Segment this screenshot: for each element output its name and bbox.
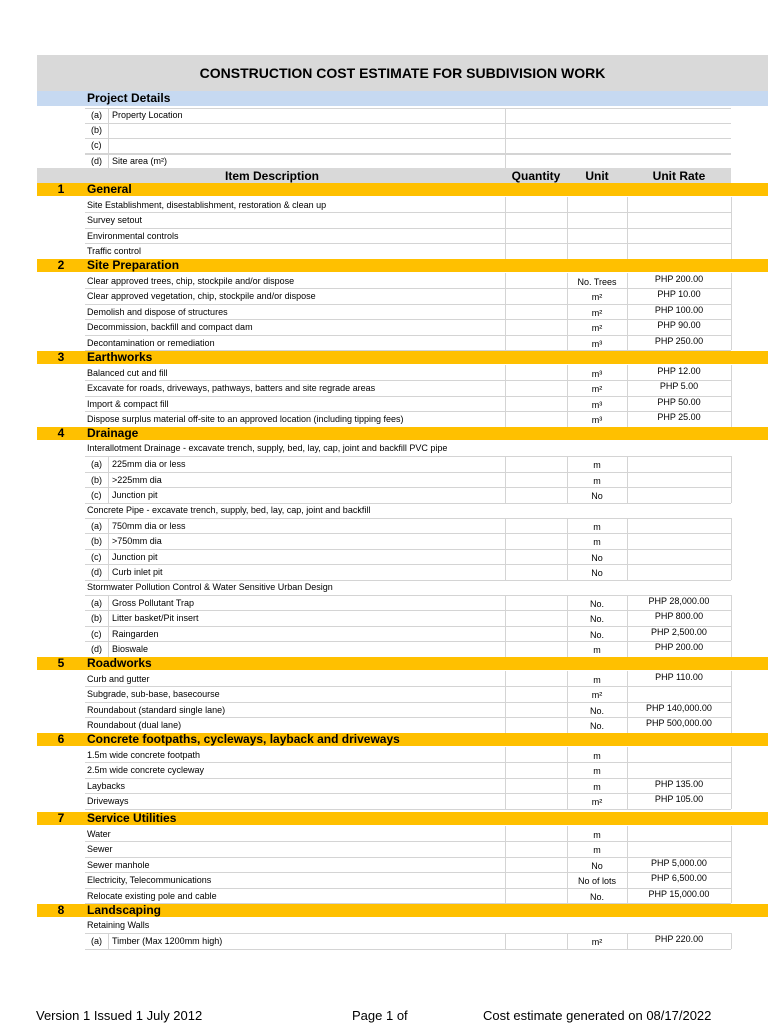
item-description: Environmental controls xyxy=(87,230,179,241)
item-unit: No. xyxy=(589,705,604,716)
item-description: Subgrade, sub-base, basecourse xyxy=(87,689,220,700)
section-title: Landscaping xyxy=(87,904,162,917)
column-divider xyxy=(731,456,732,471)
section-title: Earthworks xyxy=(87,351,153,364)
column-divider xyxy=(627,778,628,793)
column-divider xyxy=(108,138,109,153)
column-divider xyxy=(627,564,628,579)
item-unit-rate: PHP 10.00 xyxy=(657,289,701,300)
column-divider xyxy=(627,933,628,948)
column-divider xyxy=(731,197,732,212)
row-divider xyxy=(85,549,731,550)
item-unit-rate: PHP 2,500.00 xyxy=(651,626,707,637)
item-unit-rate: PHP 200.00 xyxy=(654,274,704,284)
column-divider xyxy=(627,826,628,841)
column-divider xyxy=(731,826,732,841)
item-description: Excavate for roads, driveways, pathways, batters and site regrade areas xyxy=(87,383,376,394)
item-description: 750mm dia or less xyxy=(112,521,186,531)
column-divider xyxy=(505,212,506,227)
column-divider xyxy=(505,702,506,717)
column-divider xyxy=(108,154,109,169)
item-unit-rate: PHP 220.00 xyxy=(654,934,704,945)
item-unit-rate: PHP 5,000.00 xyxy=(651,857,707,868)
column-divider xyxy=(108,518,109,533)
column-divider xyxy=(731,533,732,548)
column-divider xyxy=(627,319,628,334)
column-divider xyxy=(505,304,506,319)
column-divider xyxy=(108,472,109,487)
column-divider xyxy=(567,212,568,227)
column-divider xyxy=(627,411,628,426)
item-unit: m³ xyxy=(591,399,603,410)
column-divider xyxy=(505,610,506,625)
item-unit-rate: PHP 100.00 xyxy=(654,304,704,315)
item-unit: m² xyxy=(591,307,603,318)
column-divider xyxy=(567,228,568,243)
item-unit-rate: PHP 105.00 xyxy=(654,794,704,805)
column-divider xyxy=(627,243,628,258)
column-divider xyxy=(567,197,568,212)
item-description: 1.5m wide concrete footpath xyxy=(87,750,201,760)
column-divider xyxy=(731,933,732,948)
column-divider xyxy=(731,365,732,380)
column-divider xyxy=(731,335,732,350)
column-divider xyxy=(505,778,506,793)
column-divider xyxy=(505,396,506,411)
column-divider xyxy=(108,564,109,579)
column-divider xyxy=(627,197,628,212)
item-unit-rate: PHP 25.00 xyxy=(657,412,701,423)
column-header-unit-rate: Unit Rate xyxy=(652,169,706,183)
item-description: Raingarden xyxy=(112,628,159,639)
column-divider xyxy=(627,857,628,872)
column-divider xyxy=(505,533,506,548)
column-divider xyxy=(505,365,506,380)
row-divider xyxy=(85,123,731,124)
item-unit-rate: PHP 50.00 xyxy=(657,396,701,407)
group-heading: Retaining Walls xyxy=(87,920,150,930)
row-divider xyxy=(85,762,731,763)
column-divider xyxy=(627,472,628,487)
column-divider xyxy=(627,518,628,533)
item-description: Decommission, backfill and compact dam xyxy=(87,322,253,333)
column-header-description: Item Description xyxy=(224,169,320,183)
item-unit: m xyxy=(593,522,601,532)
column-header-quantity: Quantity xyxy=(511,169,561,183)
section-number: 1 xyxy=(57,183,65,196)
row-divider xyxy=(85,138,731,139)
column-divider xyxy=(731,841,732,856)
item-unit: m xyxy=(593,645,601,656)
column-divider xyxy=(505,108,506,123)
item-description: Bioswale xyxy=(112,644,149,655)
column-divider xyxy=(731,472,732,487)
column-divider xyxy=(731,747,732,762)
row-divider xyxy=(85,154,731,155)
item-description: Roundabout (standard single lane) xyxy=(87,704,226,715)
item-letter: (a) xyxy=(91,521,102,531)
column-divider xyxy=(627,686,628,701)
item-letter: (d) xyxy=(91,567,102,578)
item-unit-rate: PHP 90.00 xyxy=(657,320,701,331)
item-unit: m xyxy=(593,845,601,856)
page-title: CONSTRUCTION COST ESTIMATE FOR SUBDIVISION WORK xyxy=(199,65,606,81)
item-unit: No. xyxy=(589,629,604,640)
item-unit-rate: PHP 5.00 xyxy=(659,381,699,392)
item-description: Curb and gutter xyxy=(87,674,150,684)
column-divider xyxy=(627,671,628,686)
column-divider xyxy=(505,857,506,872)
section-number: 7 xyxy=(57,812,65,825)
section-title: General xyxy=(87,183,132,196)
column-divider xyxy=(627,273,628,288)
item-unit: m³ xyxy=(591,415,603,426)
group-heading: Stormwater Pollution Control & Water Sensitive Urban Design xyxy=(87,581,333,592)
section-title: Drainage xyxy=(87,427,139,440)
row-divider xyxy=(85,487,731,488)
item-description: Litter basket/Pit insert xyxy=(112,613,199,624)
column-divider xyxy=(108,108,109,123)
column-divider xyxy=(505,472,506,487)
item-unit: m xyxy=(593,675,601,685)
item-unit: No xyxy=(591,491,603,502)
item-unit: No. xyxy=(589,891,604,902)
column-divider xyxy=(505,335,506,350)
project-detail-label: Site area (m²) xyxy=(112,156,168,166)
row-divider xyxy=(85,212,731,213)
section-title: Site Preparation xyxy=(87,259,180,272)
item-description: Water xyxy=(87,829,111,839)
project-detail-letter: (d) xyxy=(91,156,102,166)
column-divider xyxy=(627,872,628,887)
item-description: 2.5m wide concrete cycleway xyxy=(87,765,205,776)
column-divider xyxy=(505,671,506,686)
column-divider xyxy=(505,841,506,856)
column-divider xyxy=(731,549,732,564)
column-divider xyxy=(731,857,732,872)
column-divider xyxy=(731,273,732,288)
column-divider xyxy=(505,826,506,841)
item-description: Dispose surplus material off-site to an approved location (including tipping fees) xyxy=(87,414,404,425)
column-divider xyxy=(627,747,628,762)
column-divider xyxy=(108,641,109,656)
column-divider xyxy=(731,610,732,625)
item-unit: m xyxy=(593,537,601,548)
item-unit: m² xyxy=(591,690,603,701)
item-unit-rate: PHP 110.00 xyxy=(655,672,703,682)
column-divider xyxy=(627,641,628,656)
item-unit: m³ xyxy=(591,369,603,379)
item-unit-rate: PHP 500,000.00 xyxy=(646,718,712,729)
column-divider xyxy=(505,273,506,288)
column-divider xyxy=(108,487,109,502)
item-unit: No xyxy=(591,568,603,579)
item-description: Gross Pollutant Trap xyxy=(112,598,195,608)
section-number: 4 xyxy=(57,427,65,440)
column-divider xyxy=(627,396,628,411)
column-divider xyxy=(731,641,732,656)
item-unit: No xyxy=(591,860,603,871)
item-unit: No xyxy=(591,552,603,563)
item-letter: (b) xyxy=(91,474,102,485)
row-divider xyxy=(85,243,731,244)
column-divider xyxy=(505,228,506,243)
row-divider xyxy=(85,564,731,565)
item-letter: (c) xyxy=(91,490,102,501)
column-divider xyxy=(505,197,506,212)
item-letter: (a) xyxy=(91,459,102,470)
group-heading: Interallotment Drainage - excavate trench, supply, bed, lay, cap, joint and backfill PVC pipe xyxy=(87,443,448,453)
item-description: >750mm dia xyxy=(112,536,162,547)
column-divider xyxy=(505,123,506,138)
item-description: Clear approved vegetation, chip, stockpile and/or dispose xyxy=(87,291,316,302)
column-divider xyxy=(627,626,628,641)
item-unit: m² xyxy=(591,384,603,395)
column-divider xyxy=(731,564,732,579)
column-divider xyxy=(731,778,732,793)
item-description: >225mm dia xyxy=(112,474,162,485)
item-description: Junction pit xyxy=(112,490,158,501)
column-divider xyxy=(505,933,506,948)
item-unit: m xyxy=(593,830,601,840)
column-divider xyxy=(731,288,732,303)
column-divider xyxy=(505,872,506,887)
item-unit: No of lots xyxy=(577,876,617,887)
section-number: 2 xyxy=(57,259,65,272)
item-unit-rate: PHP 200.00 xyxy=(654,642,704,653)
column-divider xyxy=(505,380,506,395)
item-unit: m² xyxy=(591,323,603,334)
column-divider xyxy=(505,411,506,426)
column-divider xyxy=(731,304,732,319)
section-bar xyxy=(37,183,768,196)
column-divider xyxy=(108,610,109,625)
column-divider xyxy=(108,456,109,471)
item-unit-rate: PHP 135.00 xyxy=(654,778,704,789)
section-title: Roadworks xyxy=(87,657,152,670)
column-divider xyxy=(505,595,506,610)
column-divider xyxy=(505,518,506,533)
item-unit: No. Trees xyxy=(577,277,617,287)
item-description: Driveways xyxy=(87,796,129,807)
section-title: Concrete footpaths, cycleways, layback and driveways xyxy=(87,733,400,746)
item-unit-rate: PHP 6,500.00 xyxy=(651,873,707,884)
item-description: Relocate existing pole and cable xyxy=(87,890,217,901)
column-divider xyxy=(731,793,732,808)
column-divider xyxy=(731,872,732,887)
column-header-unit: Unit xyxy=(585,169,609,183)
row-divider xyxy=(85,809,731,810)
item-unit: m xyxy=(593,460,601,471)
column-divider xyxy=(505,154,506,169)
item-letter: (a) xyxy=(91,936,102,947)
column-divider xyxy=(731,518,732,533)
item-description: Sewer xyxy=(87,844,113,855)
column-divider xyxy=(627,888,628,903)
item-description: Traffic control xyxy=(87,246,142,257)
column-divider xyxy=(731,686,732,701)
column-divider xyxy=(731,411,732,426)
row-divider xyxy=(85,228,731,229)
item-unit: No. xyxy=(589,599,604,609)
column-divider xyxy=(505,686,506,701)
item-letter: (d) xyxy=(91,644,102,655)
column-divider xyxy=(627,762,628,777)
item-description: Roundabout (dual lane) xyxy=(87,720,182,731)
row-divider xyxy=(85,456,731,457)
section-bar xyxy=(37,427,768,440)
project-detail-letter: (b) xyxy=(91,125,102,135)
item-description: Demolish and dispose of structures xyxy=(87,306,228,317)
item-letter: (a) xyxy=(91,598,102,608)
item-unit: m² xyxy=(591,937,603,948)
column-divider xyxy=(627,702,628,717)
item-letter: (b) xyxy=(91,536,102,547)
footer-version: Version 1 Issued 1 July 2012 xyxy=(36,1008,203,1023)
item-unit: m xyxy=(593,475,601,486)
column-divider xyxy=(731,243,732,258)
column-divider xyxy=(505,243,506,258)
column-divider xyxy=(505,549,506,564)
row-divider xyxy=(85,949,731,950)
item-letter: (c) xyxy=(91,551,102,562)
column-divider xyxy=(627,793,628,808)
column-divider xyxy=(627,228,628,243)
column-divider xyxy=(505,762,506,777)
item-description: Electricity, Telecommunications xyxy=(87,875,212,886)
item-description: Survey setout xyxy=(87,215,143,226)
item-description: 225mm dia or less xyxy=(112,459,186,470)
column-divider xyxy=(731,396,732,411)
column-divider xyxy=(505,888,506,903)
column-divider xyxy=(505,487,506,502)
column-divider xyxy=(627,717,628,732)
column-divider xyxy=(627,365,628,380)
column-divider xyxy=(108,549,109,564)
column-divider xyxy=(505,456,506,471)
item-description: Junction pit xyxy=(112,551,158,562)
item-description: Sewer manhole xyxy=(87,859,150,870)
column-divider xyxy=(731,717,732,732)
column-divider xyxy=(731,762,732,777)
column-divider xyxy=(731,702,732,717)
column-divider xyxy=(567,243,568,258)
column-divider xyxy=(627,841,628,856)
column-divider xyxy=(627,610,628,625)
project-detail-letter: (c) xyxy=(91,140,102,150)
row-divider xyxy=(85,518,731,519)
column-divider xyxy=(505,747,506,762)
item-unit-rate: PHP 250.00 xyxy=(654,335,704,346)
item-unit: m³ xyxy=(591,338,603,349)
item-unit-rate: PHP 800.00 xyxy=(654,611,704,622)
item-unit: m² xyxy=(591,797,603,808)
item-unit: m xyxy=(593,781,601,792)
column-divider xyxy=(731,380,732,395)
item-unit: m xyxy=(593,766,601,777)
column-divider xyxy=(627,456,628,471)
group-heading: Concrete Pipe - excavate trench, supply, bed, lay, cap, joint and backfill xyxy=(87,504,371,515)
column-divider xyxy=(731,228,732,243)
item-unit-rate: PHP 140,000.00 xyxy=(646,702,712,713)
section-number: 5 xyxy=(57,657,65,670)
footer-page: Page 1 of xyxy=(352,1008,408,1023)
column-divider xyxy=(627,549,628,564)
column-divider xyxy=(731,888,732,903)
row-divider xyxy=(85,533,731,534)
item-unit: No. xyxy=(589,721,604,732)
item-description: Curb inlet pit xyxy=(112,567,163,578)
column-divider xyxy=(505,717,506,732)
column-divider xyxy=(627,487,628,502)
column-divider xyxy=(108,595,109,610)
item-unit: No. xyxy=(589,614,604,625)
project-detail-label: Property Location xyxy=(112,110,183,120)
item-description: Decontamination or remediation xyxy=(87,337,215,348)
column-divider xyxy=(627,533,628,548)
column-divider xyxy=(731,212,732,227)
column-divider xyxy=(627,335,628,350)
column-divider xyxy=(627,304,628,319)
section-title: Service Utilities xyxy=(87,812,177,825)
item-description: Clear approved trees, chip, stockpile and/or dispose xyxy=(87,276,295,286)
column-divider xyxy=(108,626,109,641)
item-letter: (c) xyxy=(91,628,102,639)
column-divider xyxy=(731,487,732,502)
section-number: 8 xyxy=(57,904,65,917)
row-divider xyxy=(85,841,731,842)
column-divider xyxy=(731,671,732,686)
column-divider xyxy=(731,626,732,641)
column-divider xyxy=(627,212,628,227)
column-divider xyxy=(731,595,732,610)
item-description: Site Establishment, disestablishment, restoration & clean up xyxy=(87,200,327,210)
project-detail-letter: (a) xyxy=(91,110,102,120)
footer-generated: Cost estimate generated on 08/17/2022 xyxy=(483,1008,712,1023)
column-divider xyxy=(505,626,506,641)
project-details-heading: Project Details xyxy=(87,91,171,105)
item-description: Import & compact fill xyxy=(87,398,169,409)
column-divider xyxy=(108,533,109,548)
column-divider xyxy=(505,319,506,334)
item-unit-rate: PHP 28,000.00 xyxy=(648,596,710,606)
column-divider xyxy=(627,380,628,395)
column-divider xyxy=(108,933,109,948)
item-unit: m xyxy=(593,751,601,761)
column-divider xyxy=(627,595,628,610)
column-divider xyxy=(505,793,506,808)
item-description: Laybacks xyxy=(87,780,126,791)
row-divider xyxy=(85,686,731,687)
column-divider xyxy=(627,288,628,303)
column-divider xyxy=(505,138,506,153)
column-divider xyxy=(108,123,109,138)
column-divider xyxy=(731,319,732,334)
item-description: Balanced cut and fill xyxy=(87,368,168,378)
item-letter: (b) xyxy=(91,613,102,624)
section-number: 3 xyxy=(57,351,65,364)
row-divider xyxy=(85,472,731,473)
column-divider xyxy=(505,288,506,303)
section-number: 6 xyxy=(57,733,65,746)
item-unit: m² xyxy=(591,292,603,303)
item-unit-rate: PHP 15,000.00 xyxy=(648,888,710,899)
item-unit-rate: PHP 12.00 xyxy=(657,366,701,376)
column-divider xyxy=(505,564,506,579)
item-description: Timber (Max 1200mm high) xyxy=(112,936,223,947)
column-divider xyxy=(505,641,506,656)
